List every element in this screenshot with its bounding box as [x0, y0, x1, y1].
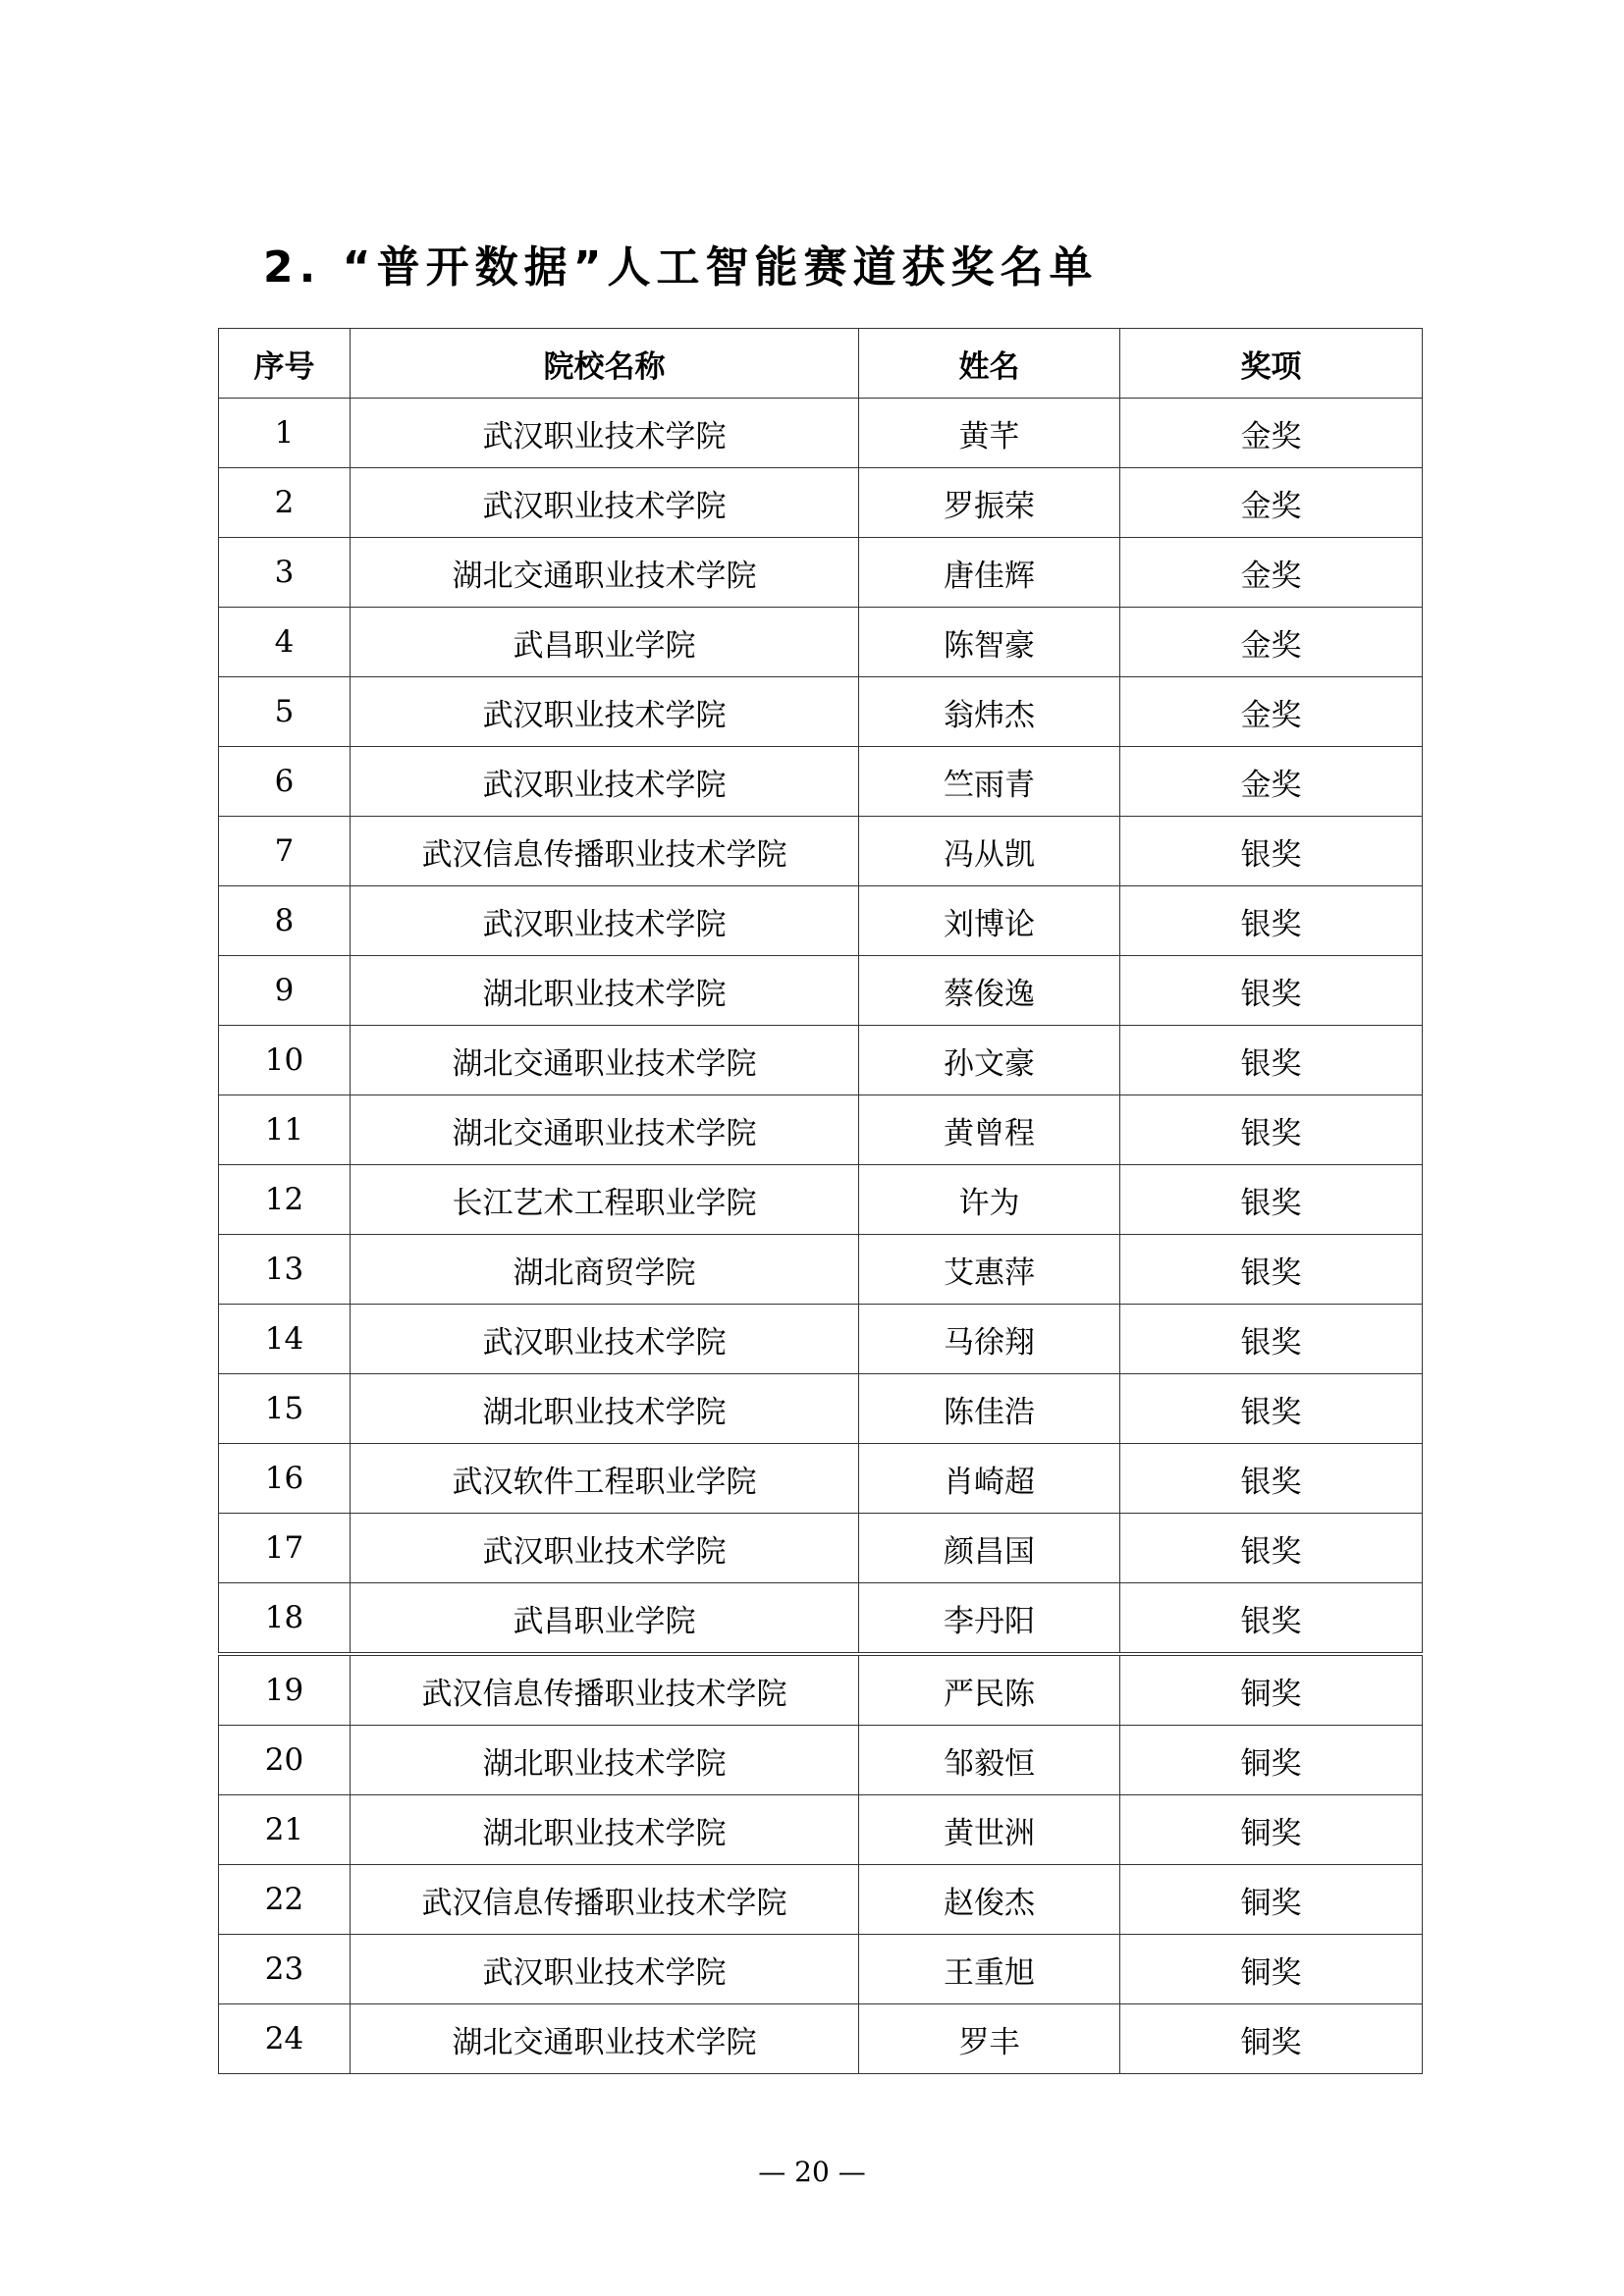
cell-school: 湖北交通职业技术学院: [351, 1026, 859, 1095]
cell-name: 翁炜杰: [859, 677, 1120, 747]
page-number: — 20 —: [758, 2156, 866, 2188]
cell-name: 邹毅恒: [859, 1726, 1120, 1795]
table-row: [219, 677, 1423, 747]
cell-index: 3: [219, 538, 351, 608]
table-row: [219, 1444, 1423, 1514]
table-row: [219, 1654, 1423, 1726]
cell-name: 蔡俊逸: [859, 956, 1120, 1026]
table-row: [219, 1935, 1423, 2004]
table-header-row: [219, 329, 1423, 399]
cell-school: 武昌职业学院: [351, 1583, 859, 1655]
awards-table: [218, 328, 1423, 2074]
cell-school: 武汉职业技术学院: [351, 1514, 859, 1583]
cell-school: 湖北职业技术学院: [351, 956, 859, 1026]
table-row: [219, 1165, 1423, 1235]
cell-award: 银奖: [1120, 1583, 1423, 1655]
cell-name: 黄世洲: [859, 1795, 1120, 1865]
cell-index: 10: [219, 1026, 351, 1095]
table-row: [219, 747, 1423, 817]
cell-index: 11: [219, 1095, 351, 1165]
cell-index: 14: [219, 1305, 351, 1374]
table-row: [219, 1514, 1423, 1583]
cell-name: 刘博论: [859, 886, 1120, 956]
table-row: [219, 399, 1423, 468]
cell-school: 湖北交通职业技术学院: [351, 1095, 859, 1165]
cell-name: 罗丰: [859, 2004, 1120, 2074]
cell-index: 20: [219, 1726, 351, 1795]
cell-award: 金奖: [1120, 399, 1423, 468]
cell-name: 艾惠萍: [859, 1235, 1120, 1305]
cell-index: 24: [219, 2004, 351, 2074]
table-row: [219, 1305, 1423, 1374]
cell-index: 1: [219, 399, 351, 468]
table-row: [219, 1235, 1423, 1305]
cell-school: 武汉职业技术学院: [351, 468, 859, 538]
cell-award: 银奖: [1120, 817, 1423, 886]
cell-school: 湖北职业技术学院: [351, 1726, 859, 1795]
cell-school: 武昌职业学院: [351, 608, 859, 677]
cell-award: 银奖: [1120, 1305, 1423, 1374]
table-row: [219, 2004, 1423, 2074]
cell-name: 赵俊杰: [859, 1865, 1120, 1935]
table-row: [219, 538, 1423, 608]
cell-school: 武汉职业技术学院: [351, 1305, 859, 1374]
cell-award: 银奖: [1120, 1095, 1423, 1165]
cell-award: 金奖: [1120, 677, 1423, 747]
table-row: [219, 817, 1423, 886]
cell-school: 湖北交通职业技术学院: [351, 2004, 859, 2074]
header-index: 序号: [219, 329, 351, 399]
cell-index: 13: [219, 1235, 351, 1305]
cell-award: 银奖: [1120, 1514, 1423, 1583]
table-row: [219, 608, 1423, 677]
cell-school: 武汉职业技术学院: [351, 1935, 859, 2004]
cell-index: 22: [219, 1865, 351, 1935]
table-row: [219, 1865, 1423, 1935]
cell-school: 武汉职业技术学院: [351, 747, 859, 817]
cell-award: 铜奖: [1120, 1795, 1423, 1865]
cell-index: 21: [219, 1795, 351, 1865]
table-row: [219, 1583, 1423, 1655]
cell-name: 马徐翔: [859, 1305, 1120, 1374]
cell-school: 长江艺术工程职业学院: [351, 1165, 859, 1235]
cell-index: 23: [219, 1935, 351, 2004]
cell-index: 9: [219, 956, 351, 1026]
table-row: [219, 1374, 1423, 1444]
cell-school: 武汉职业技术学院: [351, 886, 859, 956]
cell-index: 12: [219, 1165, 351, 1235]
cell-award: 金奖: [1120, 608, 1423, 677]
table-row: [219, 1795, 1423, 1865]
cell-award: 银奖: [1120, 956, 1423, 1026]
cell-index: 15: [219, 1374, 351, 1444]
cell-school: 武汉信息传播职业技术学院: [351, 817, 859, 886]
cell-name: 陈佳浩: [859, 1374, 1120, 1444]
cell-index: 6: [219, 747, 351, 817]
cell-school: 湖北交通职业技术学院: [351, 538, 859, 608]
cell-name: 冯从凯: [859, 817, 1120, 886]
cell-index: 7: [219, 817, 351, 886]
cell-award: 金奖: [1120, 468, 1423, 538]
table-row: [219, 1726, 1423, 1795]
table-row: [219, 1026, 1423, 1095]
cell-index: 4: [219, 608, 351, 677]
cell-award: 金奖: [1120, 538, 1423, 608]
cell-name: 竺雨青: [859, 747, 1120, 817]
cell-school: 武汉职业技术学院: [351, 399, 859, 468]
header-name: 姓名: [859, 329, 1120, 399]
cell-index: 16: [219, 1444, 351, 1514]
cell-name: 肖崎超: [859, 1444, 1120, 1514]
page-title: 2. “普开数据”人工智能赛道获奖名单: [263, 242, 1099, 293]
cell-school: 武汉软件工程职业学院: [351, 1444, 859, 1514]
cell-name: 王重旭: [859, 1935, 1120, 2004]
cell-index: 2: [219, 468, 351, 538]
cell-school: 武汉信息传播职业技术学院: [351, 1654, 859, 1726]
cell-school: 湖北商贸学院: [351, 1235, 859, 1305]
cell-school: 武汉职业技术学院: [351, 677, 859, 747]
cell-index: 17: [219, 1514, 351, 1583]
cell-school: 湖北职业技术学院: [351, 1795, 859, 1865]
table-row: [219, 1095, 1423, 1165]
cell-index: 18: [219, 1583, 351, 1655]
cell-school: 武汉信息传播职业技术学院: [351, 1865, 859, 1935]
cell-name: 李丹阳: [859, 1583, 1120, 1655]
table-row: [219, 468, 1423, 538]
cell-award: 银奖: [1120, 1444, 1423, 1514]
cell-index: 8: [219, 886, 351, 956]
cell-award: 银奖: [1120, 886, 1423, 956]
cell-award: 铜奖: [1120, 2004, 1423, 2074]
cell-school: 湖北职业技术学院: [351, 1374, 859, 1444]
cell-name: 罗振荣: [859, 468, 1120, 538]
cell-name: 许为: [859, 1165, 1120, 1235]
table-row: [219, 886, 1423, 956]
cell-name: 唐佳辉: [859, 538, 1120, 608]
header-award: 奖项: [1120, 329, 1423, 399]
table-row: [219, 956, 1423, 1026]
header-school: 院校名称: [351, 329, 859, 399]
cell-name: 黄曾程: [859, 1095, 1120, 1165]
cell-award: 银奖: [1120, 1374, 1423, 1444]
cell-award: 铜奖: [1120, 1654, 1423, 1726]
cell-award: 铜奖: [1120, 1726, 1423, 1795]
cell-index: 19: [219, 1654, 351, 1726]
cell-name: 陈智豪: [859, 608, 1120, 677]
cell-award: 银奖: [1120, 1026, 1423, 1095]
cell-award: 铜奖: [1120, 1935, 1423, 2004]
cell-award: 铜奖: [1120, 1865, 1423, 1935]
table-body: [219, 399, 1423, 2074]
cell-award: 金奖: [1120, 747, 1423, 817]
cell-award: 银奖: [1120, 1235, 1423, 1305]
cell-name: 颜昌国: [859, 1514, 1120, 1583]
cell-award: 银奖: [1120, 1165, 1423, 1235]
cell-name: 黄芊: [859, 399, 1120, 468]
cell-name: 孙文豪: [859, 1026, 1120, 1095]
cell-name: 严民陈: [859, 1654, 1120, 1726]
cell-index: 5: [219, 677, 351, 747]
